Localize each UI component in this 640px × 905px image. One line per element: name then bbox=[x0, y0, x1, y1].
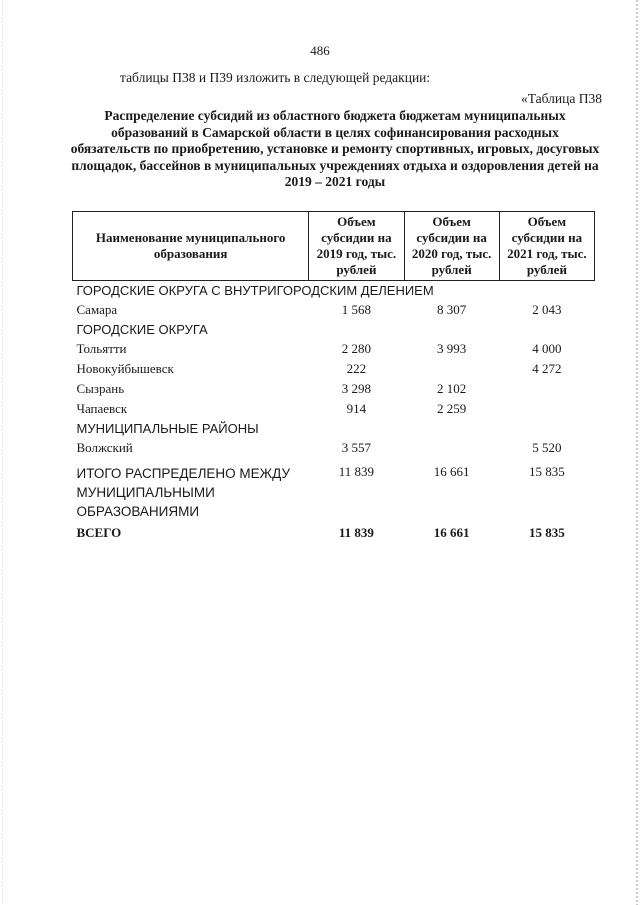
table-row bbox=[73, 300, 595, 320]
subsidy-value: 2 259 bbox=[437, 401, 467, 416]
header-2019: Объем субсидии на 2019 год, тыс. рублей bbox=[309, 212, 404, 281]
scan-edge-right bbox=[636, 0, 638, 905]
municipality-name: Сызрань bbox=[76, 381, 125, 396]
table-row bbox=[73, 379, 595, 399]
total-label: ВСЕГО bbox=[76, 525, 122, 540]
subsidy-value bbox=[404, 359, 499, 379]
subsidy-value: 3 993 bbox=[437, 341, 467, 356]
municipality-name: Новокуйбышевск bbox=[76, 361, 174, 376]
subsidy-value: 3 557 bbox=[341, 440, 372, 455]
subsidy-value: 8 307 bbox=[437, 302, 467, 317]
municipality-name: Чапаевск bbox=[76, 401, 128, 416]
header-2021: Объем субсидии на 2021 год, тыс. рублей bbox=[499, 212, 594, 281]
subsidy-value: 2 043 bbox=[532, 302, 562, 317]
scan-edge-left bbox=[2, 0, 3, 905]
section-heading-row bbox=[73, 419, 595, 438]
total-value: 15 835 bbox=[529, 525, 565, 540]
table-row bbox=[73, 438, 595, 458]
municipality-name: Волжский bbox=[76, 440, 133, 455]
subsidy-value: 2 102 bbox=[437, 381, 467, 396]
table-header bbox=[73, 212, 595, 281]
subsidy-value: 2 280 bbox=[341, 341, 372, 356]
summary-value: 11 839 bbox=[338, 464, 375, 479]
total-row bbox=[73, 523, 595, 543]
subsidy-value bbox=[499, 379, 594, 399]
subsidy-value: 4 000 bbox=[532, 341, 562, 356]
subsidy-value: 3 298 bbox=[341, 381, 372, 396]
table-row bbox=[73, 399, 595, 419]
header-2020: Объем субсидии на 2020 год, тыс. рублей bbox=[404, 212, 499, 281]
section-title: ГОРОДСКИЕ ОКРУГА bbox=[76, 322, 208, 337]
subsidy-value: 222 bbox=[346, 361, 367, 376]
section-heading-row bbox=[73, 320, 595, 339]
summary-row bbox=[73, 458, 595, 523]
header-municipality: Наименование муниципального образования bbox=[73, 212, 309, 281]
table-reference: «Таблица П38 bbox=[521, 91, 602, 106]
municipality-name: Самара bbox=[76, 302, 118, 317]
document-title: Распределение субсидий из областного бюджета бюджетам муниципальных образований в Самарской области в целях софинансирования расходных обязательств по приобретению, установке и ремонту спортивных, игровых, досуговых площадок, бассейнов в муниципальных учреждениях отдыха и оздоровления детей на 2019 – 2021 годы bbox=[70, 108, 600, 189]
intro-text: таблицы П38 и П39 изложить в следующей редакции: bbox=[120, 70, 431, 85]
subsidy-value bbox=[404, 438, 499, 458]
section-title: МУНИЦИПАЛЬНЫЕ РАЙОНЫ bbox=[76, 421, 259, 436]
summary-value: 15 835 bbox=[529, 464, 565, 479]
section-title: ГОРОДСКИЕ ОКРУГА С ВНУТРИГОРОДСКИМ ДЕЛЕНИЕМ bbox=[76, 283, 434, 298]
table-row bbox=[73, 339, 595, 359]
summary-value: 16 661 bbox=[433, 464, 470, 479]
subsidy-value: 5 520 bbox=[532, 440, 562, 455]
total-value: 11 839 bbox=[338, 525, 374, 540]
subsidy-value: 914 bbox=[346, 401, 367, 416]
table-row bbox=[73, 359, 595, 379]
subsidy-value: 4 272 bbox=[532, 361, 562, 376]
page-number: 486 bbox=[310, 43, 330, 58]
summary-label: ИТОГО РАСПРЕДЕЛЕНО МЕЖДУ МУНИЦИПАЛЬНЫМИ ОБРАЗОВАНИЯМИ bbox=[76, 466, 291, 519]
subsidy-table bbox=[72, 211, 595, 543]
subsidy-value bbox=[499, 399, 594, 419]
section-heading-row bbox=[73, 281, 595, 301]
municipality-name: Тольятти bbox=[76, 341, 127, 356]
subsidy-value: 1 568 bbox=[341, 302, 372, 317]
table-body bbox=[73, 281, 595, 544]
total-value: 16 661 bbox=[433, 525, 470, 540]
